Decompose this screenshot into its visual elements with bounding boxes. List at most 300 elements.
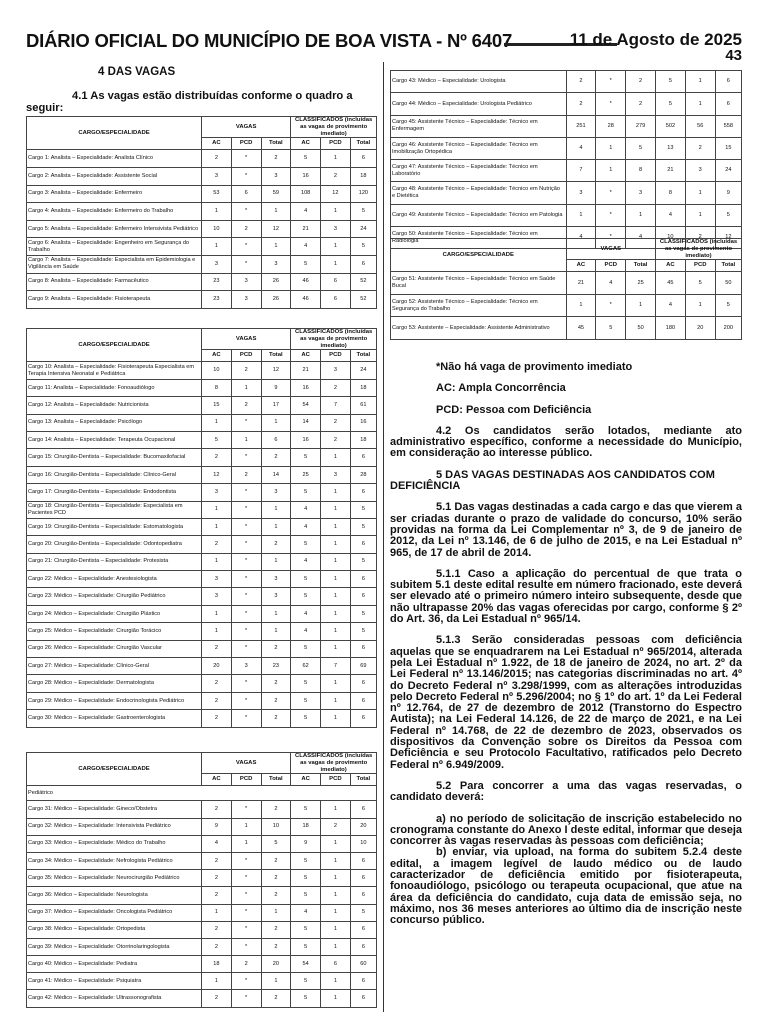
value-cell: 2: [321, 431, 351, 448]
value-cell: 5: [291, 571, 321, 588]
value-cell: 2: [202, 536, 232, 553]
value-cell: 1: [321, 640, 351, 657]
value-cell: 180: [656, 317, 686, 340]
value-cell: 24: [715, 160, 741, 182]
value-cell: 2: [626, 93, 656, 115]
value-cell: 2: [321, 414, 351, 431]
value-cell: 6: [350, 640, 376, 657]
cargo-cell: Cargo 49: Assistente Técnico – Especialidade: Técnico em Patologia: [391, 204, 567, 226]
value-cell: 1: [261, 518, 291, 535]
table-row: [27, 414, 377, 431]
value-cell: 3: [321, 220, 351, 238]
value-cell: 8: [656, 182, 686, 204]
cargo-cell: Cargo 22: Médico – Especialidade: Anestesiologista: [27, 571, 202, 588]
value-cell: 5: [596, 317, 626, 340]
value-cell: 2: [261, 675, 291, 692]
value-cell: 2: [261, 640, 291, 657]
value-cell: *: [596, 294, 626, 317]
value-cell: 3: [626, 182, 656, 204]
value-cell: 28: [596, 115, 626, 137]
value-cell: 120: [350, 185, 376, 203]
cargo-cell: Cargo 21: Cirurgião-Dentista – Especialidade: Protesista: [27, 553, 202, 570]
table-row: [27, 238, 377, 256]
cargo-cell: Cargo 4: Analista – Especialidade: Enfermeiro do Trabalho: [27, 203, 202, 221]
value-cell: 15: [715, 137, 741, 159]
value-cell: 2: [261, 449, 291, 466]
value-cell: *: [596, 204, 626, 226]
subheader-ac: AC: [291, 350, 321, 362]
value-cell: 5: [291, 588, 321, 605]
paragraph-5-2-a: a) no período de solicitação de inscrição estabelecido no cronograma constante do Anexo I deste edital, informar que deseja concorrer às vagas reservadas às pessoas com deficiência;: [390, 812, 742, 848]
header-vagas: VAGAS: [202, 329, 291, 350]
value-cell: 6: [350, 852, 376, 869]
table-row: [391, 317, 742, 340]
value-cell: 2: [202, 887, 232, 904]
value-cell: 4: [291, 518, 321, 535]
page-header: [26, 30, 742, 64]
value-cell: 2: [202, 938, 232, 955]
value-cell: 23: [202, 291, 232, 309]
value-cell: 45: [566, 317, 596, 340]
value-cell: 1: [261, 203, 291, 221]
value-cell: 69: [350, 658, 376, 675]
value-cell: 20: [350, 818, 376, 835]
cargo-cell: Cargo 25: Médico – Especialidade: Cirurgião Torácico: [27, 623, 202, 640]
value-cell: *: [231, 449, 261, 466]
value-cell: 2: [202, 449, 232, 466]
cargo-cell: Cargo 1: Analista – Especialidade: Analista Clínico: [27, 150, 202, 168]
value-cell: 2: [626, 71, 656, 93]
table-row: [27, 904, 377, 921]
table-row: [27, 167, 377, 185]
value-cell: 10: [261, 818, 291, 835]
table-row: [27, 466, 377, 483]
table-header-row: [391, 239, 742, 260]
value-cell: 1: [321, 484, 351, 501]
value-cell: 12: [261, 220, 291, 238]
value-cell: 2: [261, 870, 291, 887]
value-cell: *: [231, 553, 261, 570]
value-cell: 4: [626, 227, 656, 249]
value-cell: 4: [291, 605, 321, 622]
value-cell: 108: [291, 185, 321, 203]
value-cell: 54: [291, 956, 321, 973]
table-row: [27, 362, 377, 379]
value-cell: 5: [291, 675, 321, 692]
subheader-pcd: PCD: [685, 260, 715, 272]
cargo-cell: Cargo 19: Cirurgião-Dentista – Especialidade: Estomatologista: [27, 518, 202, 535]
value-cell: 3: [566, 182, 596, 204]
table-row: [27, 786, 377, 801]
subheader-ac: AC: [291, 138, 321, 150]
subheader-total: Total: [350, 138, 376, 150]
value-cell: 6: [350, 938, 376, 955]
value-cell: 1: [596, 160, 626, 182]
table-row: [27, 449, 377, 466]
value-cell: 1: [321, 887, 351, 904]
value-cell: *: [231, 536, 261, 553]
value-cell: 4: [291, 238, 321, 256]
subheader-pcd: PCD: [321, 350, 351, 362]
value-cell: 3: [202, 571, 232, 588]
cargo-cell: Cargo 30: Médico – Especialidade: Gastroenterologista: [27, 710, 202, 727]
value-cell: 5: [626, 137, 656, 159]
cargo-cell: Cargo 41: Médico – Especialidade: Psiquiatra: [27, 973, 202, 990]
value-cell: 2: [202, 921, 232, 938]
value-cell: 3: [231, 658, 261, 675]
cargo-cell: Cargo 27: Médico – Especialidade: Clínico-Geral: [27, 658, 202, 675]
value-cell: 1: [321, 990, 351, 1007]
value-cell: 3: [261, 588, 291, 605]
value-cell: 3: [202, 167, 232, 185]
value-cell: 18: [350, 379, 376, 396]
value-cell: *: [231, 938, 261, 955]
value-cell: 5: [291, 887, 321, 904]
value-cell: 2: [566, 93, 596, 115]
value-cell: 1: [261, 904, 291, 921]
value-cell: 1: [321, 904, 351, 921]
value-cell: 3: [321, 362, 351, 379]
value-cell: 2: [261, 536, 291, 553]
section-5-heading: 5 DAS VAGAS DESTINADAS AOS CANDIDATOS COM DEFICIÊNCIA: [390, 468, 715, 493]
cargo-cell: Cargo 32: Médico – Especialidade: Intensivista Pediátrico: [27, 818, 202, 835]
value-cell: 9: [261, 379, 291, 396]
value-cell: 28: [350, 466, 376, 483]
value-cell: 5: [291, 852, 321, 869]
value-cell: 1: [685, 71, 715, 93]
value-cell: 1: [321, 588, 351, 605]
value-cell: 5: [656, 71, 686, 93]
cargo-cell: Cargo 20: Cirurgião-Dentista – Especialidade: Odontopediatra: [27, 536, 202, 553]
issue-date: 11 de Agosto de 2025: [569, 30, 742, 49]
value-cell: 2: [202, 692, 232, 709]
value-cell: 2: [202, 150, 232, 168]
value-cell: 5: [291, 938, 321, 955]
value-cell: 1: [202, 518, 232, 535]
value-cell: *: [231, 167, 261, 185]
table-row: [27, 291, 377, 309]
value-cell: 7: [321, 397, 351, 414]
value-cell: 5: [350, 904, 376, 921]
section-intro: 4.1 As vagas estão distribuídas conforme o quadro a seguir:: [26, 90, 353, 114]
value-cell: *: [231, 692, 261, 709]
table-row: [391, 137, 742, 159]
cargo-cell: Cargo 52: Assistente Técnico – Especialidade: Técnico em Segurança do Trabalho: [391, 294, 567, 317]
subheader-ac: AC: [656, 260, 686, 272]
vagas-table-1: [26, 116, 377, 309]
value-cell: 1: [202, 501, 232, 518]
value-cell: 50: [715, 272, 741, 295]
table-row: [27, 431, 377, 448]
value-cell: 54: [291, 397, 321, 414]
value-cell: 1: [321, 518, 351, 535]
value-cell: 17: [261, 397, 291, 414]
header-classificados: CLASSIFICADOS (incluídas as vagas de provimento imediato): [291, 753, 377, 774]
value-cell: 13: [656, 137, 686, 159]
table-header-row: [27, 117, 377, 138]
value-cell: 12: [715, 227, 741, 249]
subheader-total: Total: [350, 774, 376, 786]
header-cargo: CARGO/ESPECIALIDADE: [27, 329, 202, 362]
value-cell: 5: [291, 973, 321, 990]
cargo-cell: Cargo 51: Assistente Técnico – Especialidade: Técnico em Saúde Bucal: [391, 272, 567, 295]
paragraph-5-1-1: 5.1.1 Caso a aplicação do percentual de que trata o subitem 5.1 deste edital resulte em número fracionado, este deverá ser elevado até o primeiro número inteiro subsequente, desde que não ultrapasse 20% das vagas oferecidas por cargo, conforme § 2º do Art. 36, da Lei Estadual nº 965/14.: [390, 567, 742, 626]
cargo-cell: Cargo 26: Médico – Especialidade: Cirurgião Vascular: [27, 640, 202, 657]
cargo-cell: Cargo 35: Médico – Especialidade: Neurocirurgião Pediátrico: [27, 870, 202, 887]
value-cell: 2: [685, 137, 715, 159]
value-cell: 6: [261, 431, 291, 448]
value-cell: 5: [291, 710, 321, 727]
value-cell: 1: [202, 623, 232, 640]
value-cell: 18: [350, 167, 376, 185]
value-cell: 6: [231, 185, 261, 203]
value-cell: 46: [291, 291, 321, 309]
value-cell: 3: [231, 273, 261, 291]
value-cell: 3: [685, 160, 715, 182]
value-cell: 6: [350, 150, 376, 168]
value-cell: 52: [350, 291, 376, 309]
subheader-total: Total: [715, 260, 741, 272]
value-cell: 6: [321, 291, 351, 309]
cargo-cell: Cargo 3: Analista – Especialidade: Enfermeiro: [27, 185, 202, 203]
value-cell: 21: [291, 362, 321, 379]
value-cell: 2: [231, 466, 261, 483]
value-cell: 1: [202, 238, 232, 256]
value-cell: 4: [291, 501, 321, 518]
value-cell: 1: [321, 255, 351, 273]
value-cell: 56: [685, 115, 715, 137]
value-cell: 3: [202, 255, 232, 273]
value-cell: 6: [350, 692, 376, 709]
value-cell: 4: [291, 553, 321, 570]
subheader-total: Total: [626, 260, 656, 272]
value-cell: 10: [350, 835, 376, 852]
header-vagas: VAGAS: [566, 239, 655, 260]
cargo-cell: Cargo 6: Analista – Especialidade: Engenheiro em Segurança do Trabalho: [27, 238, 202, 256]
table-row: [27, 870, 377, 887]
value-cell: 1: [321, 605, 351, 622]
value-cell: 1: [202, 973, 232, 990]
page-number: 43: [725, 47, 742, 64]
value-cell: 2: [261, 921, 291, 938]
table-row: [391, 182, 742, 204]
value-cell: *: [231, 904, 261, 921]
value-cell: 2: [231, 362, 261, 379]
cargo-cell: Cargo 31: Médico – Especialidade: Gineco/Obstetra: [27, 801, 202, 818]
value-cell: 60: [350, 956, 376, 973]
value-cell: 5: [291, 255, 321, 273]
cargo-cell: Cargo 45: Assistente Técnico – Especialidade: Técnico em Enfermagem: [391, 115, 567, 137]
table-row: [27, 852, 377, 869]
cargo-cell: Cargo 17: Cirurgião-Dentista – Especialidade: Endodontista: [27, 484, 202, 501]
value-cell: 5: [291, 484, 321, 501]
subheader-ac: AC: [566, 260, 596, 272]
value-cell: 24: [350, 220, 376, 238]
value-cell: 6: [350, 921, 376, 938]
value-cell: 6: [350, 484, 376, 501]
table-row: [27, 956, 377, 973]
table-row: [27, 501, 377, 518]
header-cargo: CARGO/ESPECIALIDADE: [391, 239, 567, 272]
table-row: [27, 658, 377, 675]
value-cell: 8: [202, 379, 232, 396]
table-row: [27, 203, 377, 221]
value-cell: 4: [291, 904, 321, 921]
value-cell: 5: [350, 605, 376, 622]
value-cell: 5: [685, 272, 715, 295]
value-cell: 45: [656, 272, 686, 295]
value-cell: 46: [291, 273, 321, 291]
cargo-cell: Cargo 24: Médico – Especialidade: Cirurgião Plástico: [27, 605, 202, 622]
table-row: [27, 973, 377, 990]
value-cell: 1: [202, 414, 232, 431]
value-cell: 5: [715, 204, 741, 226]
value-cell: 2: [231, 220, 261, 238]
value-cell: 251: [566, 115, 596, 137]
cargo-cell: Cargo 18: Cirurgião-Dentista – Especialidade: Especialista em Pacientes PCD: [27, 501, 202, 518]
table-row: [27, 379, 377, 396]
value-cell: 3: [321, 466, 351, 483]
value-cell: 4: [596, 272, 626, 295]
value-cell: 1: [321, 870, 351, 887]
value-cell: 1: [685, 294, 715, 317]
value-cell: 16: [350, 414, 376, 431]
value-cell: 5: [715, 294, 741, 317]
cargo-cell: Cargo 10: Analista – Especialidade: Fisioterapeuta Especialista em Terapia Intensiva Neonatal e Pediátrica: [27, 362, 202, 379]
value-cell: *: [231, 605, 261, 622]
value-cell: 1: [321, 238, 351, 256]
value-cell: 6: [350, 973, 376, 990]
value-cell: 62: [291, 658, 321, 675]
value-cell: 10: [656, 227, 686, 249]
value-cell: 5: [202, 431, 232, 448]
value-cell: 25: [626, 272, 656, 295]
value-cell: *: [231, 484, 261, 501]
value-cell: 2: [202, 801, 232, 818]
notes-text: [390, 362, 742, 936]
value-cell: 3: [202, 588, 232, 605]
subheader-ac: AC: [291, 774, 321, 786]
subheader-pcd: PCD: [321, 774, 351, 786]
cargo-cell: Cargo 9: Analista – Especialidade: Fisioterapeuta: [27, 291, 202, 309]
value-cell: 18: [350, 431, 376, 448]
continued-cell: Pediátrico: [27, 786, 377, 801]
value-cell: 1: [566, 294, 596, 317]
value-cell: 5: [291, 640, 321, 657]
table-row: [391, 204, 742, 226]
value-cell: 7: [566, 160, 596, 182]
table-row: [391, 160, 742, 182]
cargo-cell: Cargo 39: Médico – Especialidade: Otorrinolaringologista: [27, 938, 202, 955]
value-cell: *: [231, 990, 261, 1007]
value-cell: 24: [350, 362, 376, 379]
value-cell: 5: [291, 870, 321, 887]
value-cell: 6: [350, 990, 376, 1007]
value-cell: 1: [321, 938, 351, 955]
section-heading: 4 DAS VAGAS: [98, 66, 176, 78]
table-row: [27, 220, 377, 238]
value-cell: 20: [261, 956, 291, 973]
cargo-cell: Cargo 37: Médico – Especialidade: Oncologista Pediátrico: [27, 904, 202, 921]
value-cell: 6: [350, 255, 376, 273]
subheader-pcd: PCD: [596, 260, 626, 272]
value-cell: 3: [261, 167, 291, 185]
value-cell: 4: [656, 204, 686, 226]
value-cell: 4: [291, 203, 321, 221]
table-row: [27, 553, 377, 570]
subheader-ac: AC: [202, 350, 232, 362]
value-cell: 1: [685, 93, 715, 115]
cargo-cell: Cargo 29: Médico – Especialidade: Endocrinologista Pediátrico: [27, 692, 202, 709]
cargo-cell: Cargo 16: Cirurgião-Dentista – Especialidade: Clínico-Geral: [27, 466, 202, 483]
value-cell: 6: [350, 870, 376, 887]
cargo-cell: Cargo 42: Médico – Especialidade: Ultrassonografista: [27, 990, 202, 1007]
value-cell: 2: [202, 870, 232, 887]
value-cell: 2: [231, 956, 261, 973]
value-cell: 4: [291, 623, 321, 640]
value-cell: 1: [321, 536, 351, 553]
value-cell: 5: [350, 238, 376, 256]
value-cell: 2: [685, 227, 715, 249]
subheader-pcd: PCD: [321, 138, 351, 150]
subheader-ac: AC: [202, 774, 232, 786]
value-cell: 5: [261, 835, 291, 852]
cargo-cell: Cargo 44: Médico – Especialidade: Urologista Pediátrico: [391, 93, 567, 115]
value-cell: 23: [202, 273, 232, 291]
table-row: [27, 185, 377, 203]
note-pcd: PCD: Pessoa com Deficiência: [436, 403, 592, 416]
value-cell: *: [231, 518, 261, 535]
value-cell: 3: [261, 484, 291, 501]
value-cell: 23: [261, 658, 291, 675]
value-cell: *: [231, 588, 261, 605]
note-no-vacancy: *Não há vaga de provimento imediato: [436, 361, 633, 373]
journal-title: DIÁRIO OFICIAL DO MUNICÍPIO DE BOA VISTA - Nº 6407: [26, 30, 513, 51]
table-row: [27, 536, 377, 553]
value-cell: *: [231, 501, 261, 518]
value-cell: 2: [261, 990, 291, 1007]
value-cell: 2: [261, 852, 291, 869]
table-row: [27, 887, 377, 904]
value-cell: *: [596, 71, 626, 93]
value-cell: 5: [291, 692, 321, 709]
value-cell: 1: [202, 553, 232, 570]
value-cell: *: [231, 255, 261, 273]
value-cell: 200: [715, 317, 741, 340]
value-cell: 1: [321, 501, 351, 518]
value-cell: 21: [291, 220, 321, 238]
value-cell: 9: [715, 182, 741, 204]
table-row: [27, 835, 377, 852]
cargo-cell: Cargo 33: Médico – Especialidade: Médico do Trabalho: [27, 835, 202, 852]
value-cell: 2: [231, 397, 261, 414]
value-cell: 2: [261, 801, 291, 818]
table-row: [391, 93, 742, 115]
value-cell: *: [231, 640, 261, 657]
value-cell: 2: [321, 818, 351, 835]
cargo-cell: Cargo 46: Assistente Técnico – Especialidade: Técnico em Imobilização Ortopédica: [391, 137, 567, 159]
value-cell: 502: [656, 115, 686, 137]
value-cell: 1: [231, 379, 261, 396]
table-row: [27, 938, 377, 955]
header-cargo: CARGO/ESPECIALIDADE: [27, 117, 202, 150]
value-cell: *: [231, 623, 261, 640]
table-header-row: [27, 329, 377, 350]
value-cell: 16: [291, 379, 321, 396]
table-row: [27, 990, 377, 1007]
value-cell: 5: [291, 150, 321, 168]
subheader-total: Total: [261, 774, 291, 786]
